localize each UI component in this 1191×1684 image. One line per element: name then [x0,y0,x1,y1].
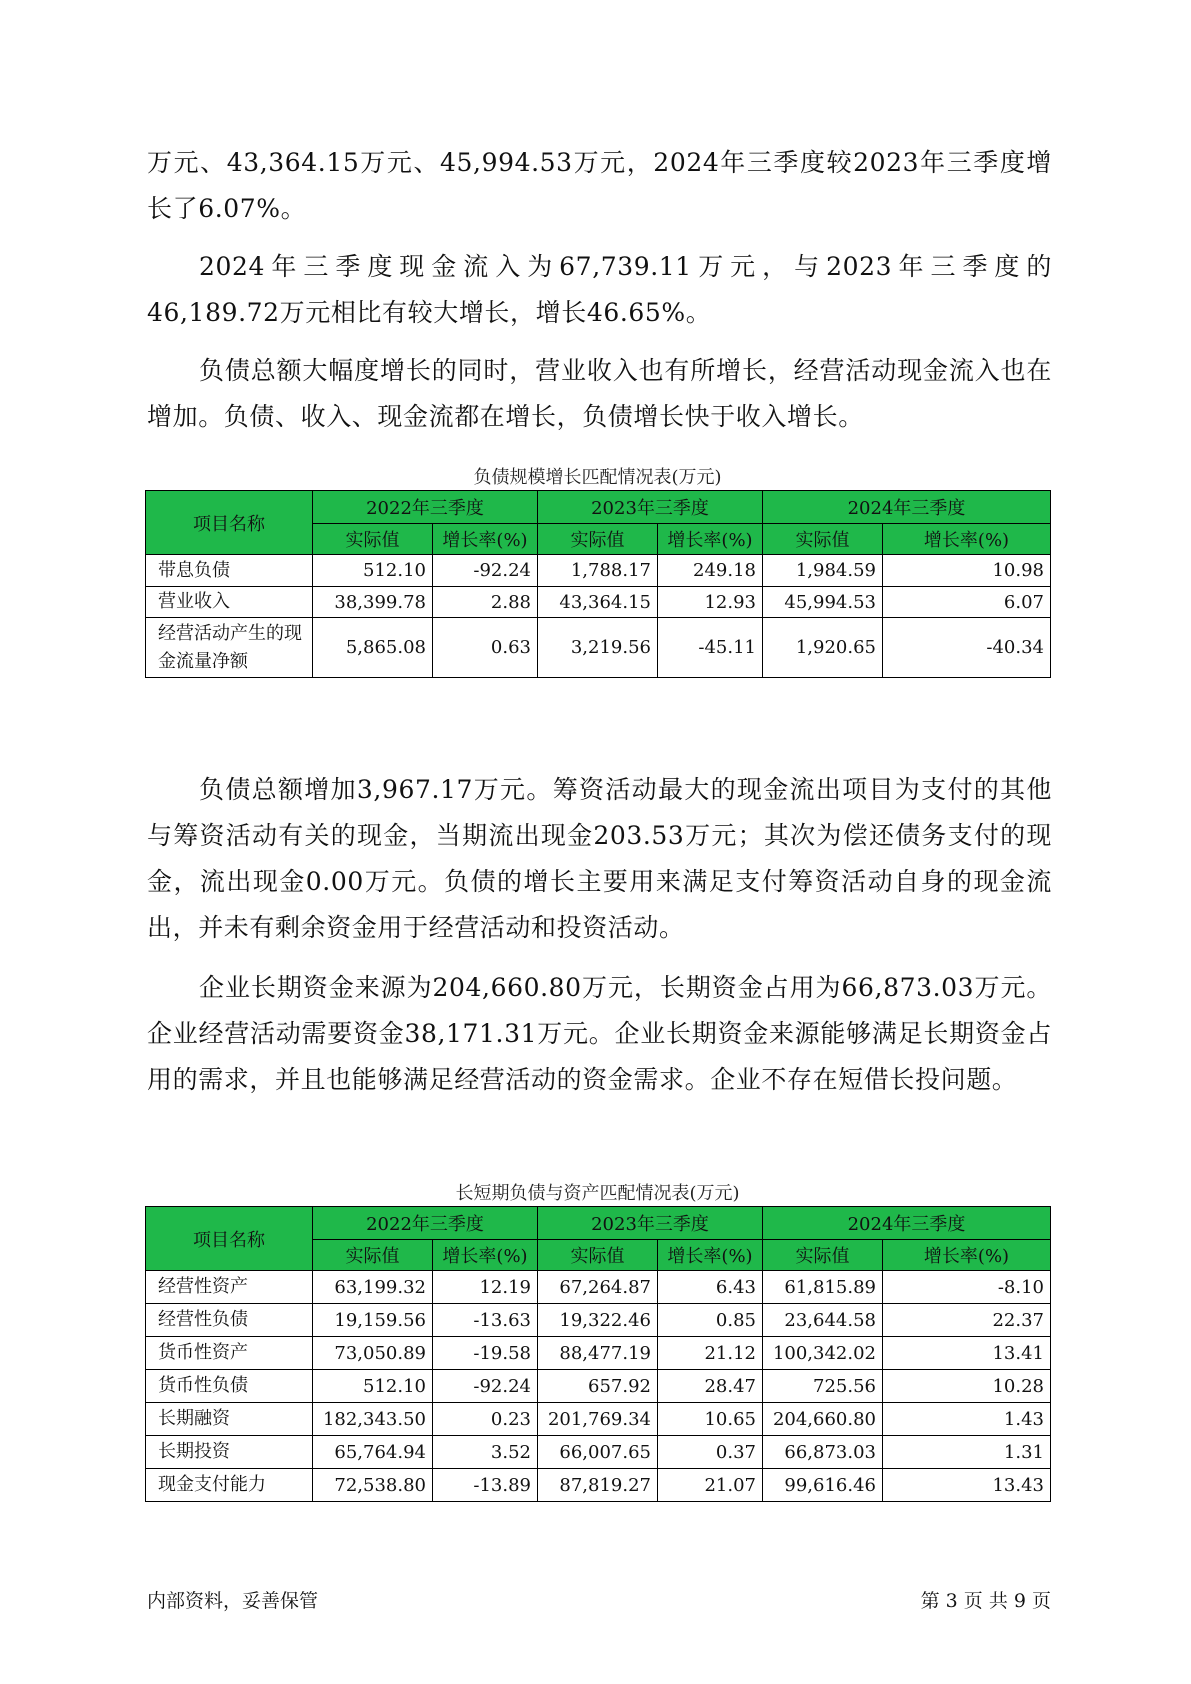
cell-value: 43,364.15 [538,587,658,618]
paragraph-cash-inflow: 2024年三季度现金流入为67,739.11万元，与2023年三季度的46,189.72万元相比有较大增长，增长46.65%。 [147,252,1052,327]
cell-value: 182,343.50 [313,1403,433,1436]
cell-value: 72,538.80 [313,1469,433,1502]
cell-value: 66,007.65 [538,1436,658,1469]
cell-value: 45,994.53 [763,587,883,618]
cell-value: 5,865.08 [313,618,433,678]
table2-caption: 长短期负债与资产匹配情况表(万元) [455,1183,740,1204]
cell-value: 66,873.03 [763,1436,883,1469]
sub-header-actual: 实际值 [763,1240,883,1271]
cell-value: 65,764.94 [313,1436,433,1469]
cell-value: 10.28 [883,1370,1051,1403]
period-header-2024: 2024年三季度 [763,491,1051,524]
cell-value: 63,199.32 [313,1271,433,1304]
period-header-2023: 2023年三季度 [538,491,763,524]
sub-header-actual: 实际值 [313,1240,433,1271]
footer-confidential-note: 内部资料，妥善保管 [147,1590,319,1612]
cell-value: 19,159.56 [313,1304,433,1337]
table-row [146,1403,1051,1436]
cell-value: 1,920.65 [763,618,883,678]
cell-value: -19.58 [433,1337,538,1370]
cell-value: 21.07 [658,1469,763,1502]
cell-value: 1,984.59 [763,555,883,587]
cell-value: 512.10 [313,555,433,587]
cell-value: 19,322.46 [538,1304,658,1337]
table-row [146,1304,1051,1337]
cell-value: 0.85 [658,1304,763,1337]
cell-value: 657.92 [538,1370,658,1403]
row-label: 带息负债 [146,555,313,587]
table-row [146,618,1051,678]
table-row [146,587,1051,618]
cell-value: 2.88 [433,587,538,618]
cell-value: 0.37 [658,1436,763,1469]
cell-value: 88,477.19 [538,1337,658,1370]
cell-value: 0.23 [433,1403,538,1436]
paragraph-long-term-funds: 企业长期资金来源为204,660.80万元，长期资金占用为66,873.03万元。企业经营活动需要资金38,171.31万元。企业长期资金来源能够满足长期资金占用的需求，并且也能够满足经营活动的资金需求。企业不存在短借长投问题。 [147,973,1052,1094]
cell-value: 13.43 [883,1469,1051,1502]
cell-value: 13.41 [883,1337,1051,1370]
sub-header-actual: 实际值 [763,524,883,555]
period-header-2024: 2024年三季度 [763,1207,1051,1240]
cell-value: 512.10 [313,1370,433,1403]
row-label: 货币性负债 [146,1370,313,1403]
cell-value: 61,815.89 [763,1271,883,1304]
cell-value: 0.63 [433,618,538,678]
paragraph-debt-increase: 负债总额增加3,967.17万元。筹资活动最大的现金流出项目为支付的其他与筹资活动有关的现金，当期流出现金203.53万元；其次为偿还债务支付的现金，流出现金0.00万元。负债的增长主要用来满足支付筹资活动自身的现金流出，并未有剩余资金用于经营活动和投资活动。 [147,775,1052,942]
cell-value: 10.98 [883,555,1051,587]
cell-value: 725.56 [763,1370,883,1403]
cell-value: 249.18 [658,555,763,587]
cell-value: 99,616.46 [763,1469,883,1502]
sub-header-growth: 增长率(%) [883,524,1051,555]
cell-value: 3,219.56 [538,618,658,678]
cell-value: 12.93 [658,587,763,618]
row-label: 营业收入 [146,587,313,618]
cell-value: 1.43 [883,1403,1051,1436]
period-header-2022: 2022年三季度 [313,491,538,524]
table-row [146,1337,1051,1370]
cell-value: 100,342.02 [763,1337,883,1370]
footer-page-number: 第 3 页 共 9 页 [920,1590,1051,1612]
cell-value: 23,644.58 [763,1304,883,1337]
cell-value: -8.10 [883,1271,1051,1304]
debt-scale-table [145,490,1051,678]
sub-header-actual: 实际值 [538,524,658,555]
cell-value: -92.24 [433,555,538,587]
row-label: 货币性资产 [146,1337,313,1370]
item-name-header: 项目名称 [146,1207,313,1271]
cell-value: 67,264.87 [538,1271,658,1304]
table-row [146,1370,1051,1403]
table-row [146,1469,1051,1502]
sub-header-growth: 增长率(%) [433,524,538,555]
period-header-2023: 2023年三季度 [538,1207,763,1240]
cell-value: 22.37 [883,1304,1051,1337]
paragraph-debt-growth: 负债总额大幅度增长的同时，营业收入也有所增长，经营活动现金流入也在增加。负债、收入、现金流都在增长，负债增长快于收入增长。 [147,356,1052,431]
cell-value: 204,660.80 [763,1403,883,1436]
cell-value: 201,769.34 [538,1403,658,1436]
row-label: 经营性资产 [146,1271,313,1304]
cell-value: 10.65 [658,1403,763,1436]
cell-value: 21.12 [658,1337,763,1370]
cell-value: 6.43 [658,1271,763,1304]
period-header-2022: 2022年三季度 [313,1207,538,1240]
cell-value: -45.11 [658,618,763,678]
sub-header-growth: 增长率(%) [883,1240,1051,1271]
cell-value: -13.89 [433,1469,538,1502]
paragraph-continuation: 万元、43,364.15万元、45,994.53万元，2024年三季度较2023年三季度增长了6.07%。 [147,148,1052,223]
row-label: 现金支付能力 [146,1469,313,1502]
cell-value: 1.31 [883,1436,1051,1469]
cell-value: 38,399.78 [313,587,433,618]
table-row [146,1271,1051,1304]
row-label: 经营活动产生的现金流量净额 [146,618,313,678]
table1-caption: 负债规模增长匹配情况表(万元) [473,467,722,488]
cell-value: 87,819.27 [538,1469,658,1502]
cell-value: -13.63 [433,1304,538,1337]
sub-header-actual: 实际值 [313,524,433,555]
sub-header-growth: 增长率(%) [658,1240,763,1271]
table-row [146,555,1051,587]
sub-header-growth: 增长率(%) [658,524,763,555]
cell-value: 12.19 [433,1271,538,1304]
row-label: 长期融资 [146,1403,313,1436]
cell-value: -40.34 [883,618,1051,678]
cell-value: 28.47 [658,1370,763,1403]
long-short-matching-table [145,1206,1051,1502]
cell-value: 73,050.89 [313,1337,433,1370]
item-name-header: 项目名称 [146,491,313,555]
table-row [146,1436,1051,1469]
sub-header-actual: 实际值 [538,1240,658,1271]
row-label: 长期投资 [146,1436,313,1469]
sub-header-growth: 增长率(%) [433,1240,538,1271]
cell-value: 3.52 [433,1436,538,1469]
row-label: 经营性负债 [146,1304,313,1337]
cell-value: 1,788.17 [538,555,658,587]
cell-value: 6.07 [883,587,1051,618]
cell-value: -92.24 [433,1370,538,1403]
